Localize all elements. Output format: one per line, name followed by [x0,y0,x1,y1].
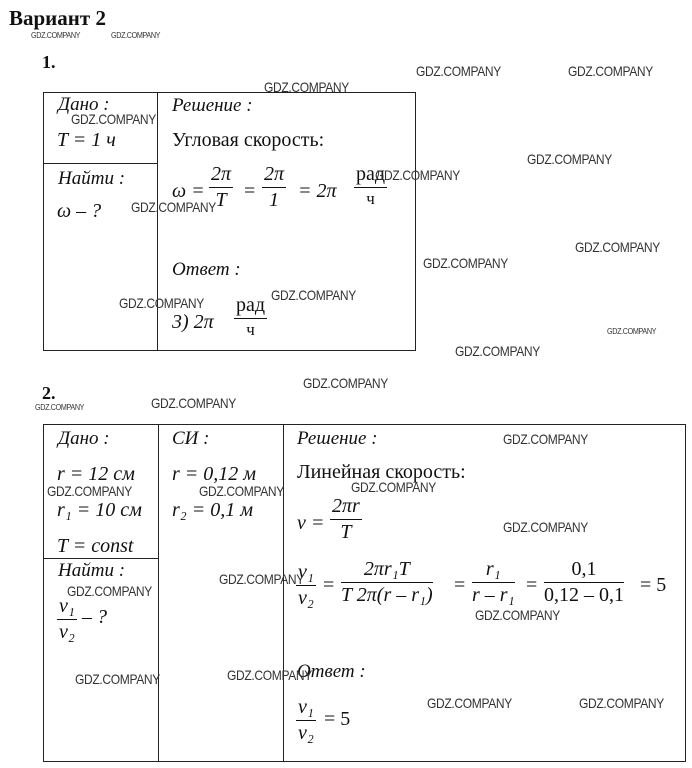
p1-solution-label: Решение : [172,95,253,116]
p2-find-label: Найти : [58,560,126,581]
p1-eq2: = 2π [298,180,337,202]
p2-fraction-a [341,558,433,607]
p2-b-num: r₁ [485,558,501,580]
p2-find-q: – ? [82,606,107,628]
watermark: GDZ.COMPANY [351,479,436,495]
p2-given-r: r = 12 см [57,463,135,485]
watermark: GDZ.COMPANY [423,255,508,271]
p2-si-r1: r₂ = 0,1 м [172,499,253,521]
watermark: GDZ.COMPANY [227,667,312,683]
watermark: GDZ.COMPANY [527,151,612,167]
watermark: GDZ.COMPANY [455,343,540,359]
watermark: GDZ.COMPANY [35,403,85,412]
p2-answer-label: Ответ : [297,661,366,682]
p1-answer-value: 3) 2π [172,311,214,333]
watermark: GDZ.COMPANY [111,31,161,40]
p1-given-label: Дано : [58,94,110,115]
p2-c-num: 0,1 [571,558,597,580]
p2-answer-value: = 5 [324,708,351,730]
watermark: GDZ.COMPANY [131,199,216,215]
p2-find-num: v₁ [59,595,75,617]
problem-2-divider-2 [283,424,284,761]
problem-2-given-divider [43,558,159,559]
watermark: GDZ.COMPANY [427,695,512,711]
p2-c-den: 0,12 – 0,1 [544,584,624,606]
watermark: GDZ.COMPANY [303,375,388,391]
p2-eq-d: = 5 [640,574,667,596]
p1-omega-lhs: ω = [172,180,205,202]
p2-b-den: r – r₁ [472,584,515,606]
watermark: GDZ.COMPANY [31,31,81,40]
p1-unit-den: ч [366,189,375,208]
p1-f2-den: 1 [269,189,280,211]
p2-si-label: СИ : [172,428,210,449]
watermark: GDZ.COMPANY [75,671,160,687]
problem-2-number: 2. [42,383,56,403]
p2-si-r: r = 0,12 м [172,463,257,485]
p2-given-label: Дано : [58,428,110,449]
p2-ans-den: v₂ [298,722,314,744]
watermark: GDZ.COMPANY [503,431,588,447]
watermark: GDZ.COMPANY [375,167,460,183]
watermark: GDZ.COMPANY [271,287,356,303]
watermark: GDZ.COMPANY [219,571,304,587]
p1-solution-text: Угловая скорость: [172,129,325,151]
p2-v-fraction [330,495,362,544]
p2-a-num: 2πr₁T [363,558,410,580]
p2-v-den: T [340,521,352,543]
p1-answer-label: Ответ : [172,259,241,280]
p2-eq-c: = [526,574,538,596]
p1-eq: = [244,180,256,202]
p1-f2-num: 2π [264,163,285,185]
p1-unit-num: рад [356,163,386,185]
p1-fraction-2 [262,163,286,212]
watermark: GDZ.COMPANY [416,63,501,79]
p2-find-den: v₂ [59,621,75,643]
p1-ans-unit-den: ч [246,320,255,339]
p2-eq-a: = [323,574,335,596]
watermark: GDZ.COMPANY [199,483,284,499]
watermark: GDZ.COMPANY [579,695,664,711]
p2-given-T: T = const [57,535,134,557]
p2-answer-fraction [296,696,316,745]
watermark: GDZ.COMPANY [119,295,204,311]
p2-eq-b: = [454,574,466,596]
watermark: GDZ.COMPANY [575,239,660,255]
p2-fraction-b [472,558,515,607]
watermark: GDZ.COMPANY [568,63,653,79]
p1-given-value: T = 1 ч [57,129,116,151]
p2-v-lhs: v = [297,512,325,534]
watermark: GDZ.COMPANY [475,607,560,623]
p1-f1-den: T [215,189,227,211]
p1-f1-num: 2π [211,163,232,185]
watermark: GDZ.COMPANY [71,111,156,127]
p2-given-r1: r₁ = 10 см [57,499,142,521]
watermark: GDZ.COMPANY [151,395,236,411]
page-title: Вариант 2 [9,6,106,30]
p2-fraction-c [544,558,624,607]
p2-q-den: v₂ [298,587,314,609]
p2-q-num: v₁ [298,561,314,583]
problem-2-divider-1 [158,424,159,761]
p2-a-den: T 2π(r – r₁) [341,584,433,606]
watermark: GDZ.COMPANY [503,519,588,535]
problem-1-divider [157,92,158,350]
problem-1-given-divider [43,163,158,164]
p1-answer-unit-fraction [234,294,267,340]
p1-ans-unit-num: рад [236,294,266,316]
p2-v-num: 2πr [332,495,360,517]
watermark: GDZ.COMPANY [67,583,152,599]
watermark: GDZ.COMPANY [47,483,132,499]
watermark: GDZ.COMPANY [607,327,657,336]
p2-solution-label: Решение : [297,428,378,449]
watermark: GDZ.COMPANY [264,79,349,95]
p1-find-label: Найти : [58,168,126,189]
p2-solution-text: Линейная скорость: [297,461,466,483]
p2-ans-num: v₁ [298,696,314,718]
problem-1-number: 1. [42,52,56,72]
p2-find-fraction [57,595,77,644]
p1-find-value: ω – ? [57,200,102,222]
